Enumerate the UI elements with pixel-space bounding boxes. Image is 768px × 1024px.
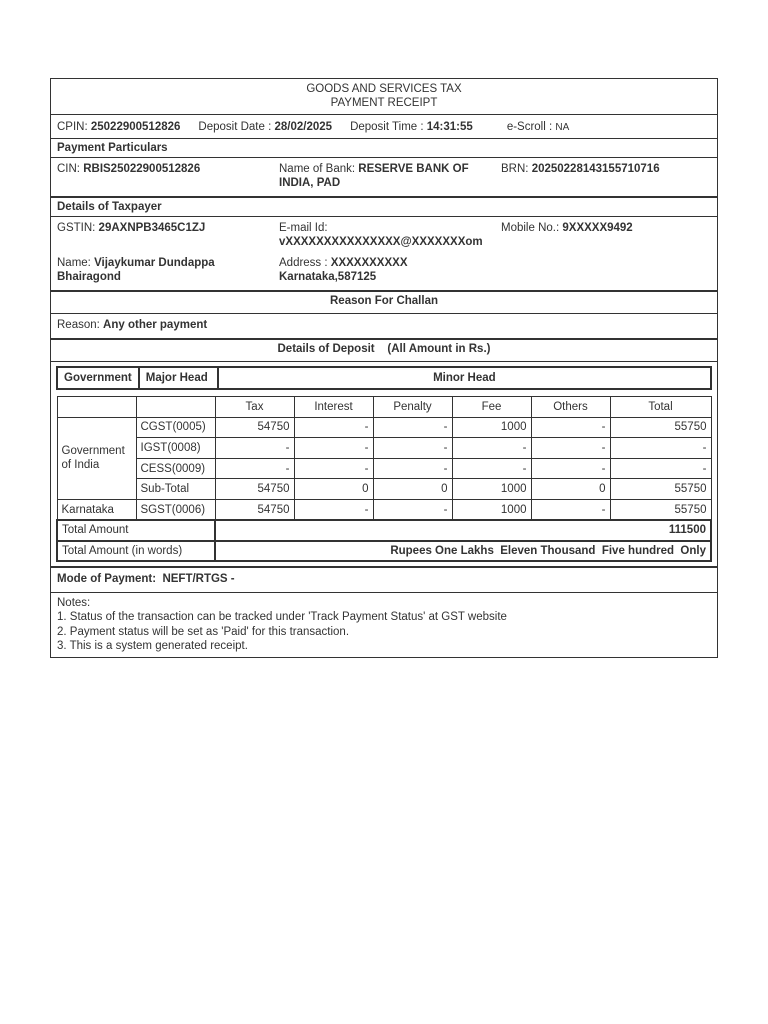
reason-value: Any other payment bbox=[103, 319, 208, 331]
cpin: CPIN: 25022900512826 bbox=[57, 120, 181, 133]
title-line-2: PAYMENT RECEIPT bbox=[330, 97, 438, 109]
total-words-row bbox=[57, 541, 711, 562]
payment-particulars-heading: Payment Particulars bbox=[51, 139, 717, 158]
head-minor: Minor Head bbox=[218, 367, 711, 389]
address: Address : XXXXXXXXXX Karnataka,587125 bbox=[279, 257, 408, 283]
cin: CIN: RBIS25022900512826 bbox=[57, 163, 201, 175]
deposit-section bbox=[51, 362, 717, 567]
payment-particulars bbox=[51, 158, 717, 198]
reason-heading: Reason For Challan bbox=[51, 292, 717, 314]
col-others: Others bbox=[531, 397, 610, 418]
notes bbox=[51, 593, 717, 657]
mobile: Mobile No.: 9XXXXX9492 bbox=[501, 222, 633, 234]
table-row: IGST(0008) - - - - - - bbox=[57, 438, 711, 459]
deposit-time: Deposit Time : 14:31:55 bbox=[350, 120, 473, 133]
head-government: Government bbox=[57, 367, 139, 389]
e-scroll: e-Scroll : NA bbox=[506, 120, 570, 133]
taxpayer-details bbox=[51, 217, 717, 292]
note-item: 1. Status of the transaction can be tracked under 'Track Payment Status' at GST website bbox=[57, 611, 507, 624]
reason-row: Reason: Any other payment bbox=[51, 314, 717, 340]
total-amount-label: Total Amount bbox=[57, 520, 215, 541]
col-tax: Tax bbox=[215, 397, 294, 418]
receipt-title bbox=[51, 79, 717, 115]
taxpayer-name: Name: Vijaykumar Dundappa Bhairagond bbox=[57, 257, 215, 283]
deposit-date: Deposit Date : 28/02/2025 bbox=[198, 120, 333, 133]
note-item: 3. This is a system generated receipt. bbox=[57, 639, 248, 652]
col-fee: Fee bbox=[452, 397, 531, 418]
total-words-value: Rupees One Lakhs Eleven Thousand Five hundred Only bbox=[215, 541, 711, 562]
notes-title: Notes: bbox=[57, 597, 91, 610]
total-amount-value: 111500 bbox=[215, 520, 711, 541]
col-total: Total bbox=[610, 397, 711, 418]
bank-name: Name of Bank: RESERVE BANK OF INDIA, PAD bbox=[279, 163, 469, 189]
deposit-heading: Details of Deposit (All Amount in Rs.) bbox=[51, 340, 717, 362]
email: E-mail Id: vXXXXXXXXXXXXXXX@XXXXXXXom bbox=[279, 222, 483, 248]
karnataka-cell: Karnataka bbox=[57, 499, 136, 520]
deposit-head-table bbox=[56, 366, 712, 390]
total-words-label: Total Amount (in words) bbox=[57, 541, 215, 562]
table-row: CESS(0009) - - - - - - bbox=[57, 458, 711, 479]
title-line-1: GOODS AND SERVICES TAX bbox=[306, 83, 462, 95]
deposit-table bbox=[56, 396, 712, 562]
taxpayer-heading: Details of Taxpayer bbox=[51, 198, 717, 217]
brn: BRN: 20250228143155710716 bbox=[501, 163, 660, 175]
govt-india-cell: Government of India bbox=[57, 417, 136, 499]
head-major: Major Head bbox=[139, 367, 218, 389]
gstin: GSTIN: 29AXNPB3465C1ZJ bbox=[57, 222, 206, 234]
payment-mode: Mode of Payment: NEFT/RTGS - bbox=[51, 567, 717, 593]
table-row: Government of India CGST(0005) 54750 - - 1000 - 55750 bbox=[57, 417, 711, 438]
payment-receipt bbox=[50, 78, 718, 658]
note-item: 2. Payment status will be set as 'Paid' for this transaction. bbox=[57, 625, 350, 638]
col-interest: Interest bbox=[294, 397, 373, 418]
col-penalty: Penalty bbox=[373, 397, 452, 418]
table-row: Karnataka SGST(0006) 54750 - - 1000 - 55750 bbox=[57, 499, 711, 520]
cpin-row bbox=[51, 115, 717, 139]
total-amount-row bbox=[57, 520, 711, 541]
table-row: Sub-Total 54750 0 0 1000 0 55750 bbox=[57, 479, 711, 500]
